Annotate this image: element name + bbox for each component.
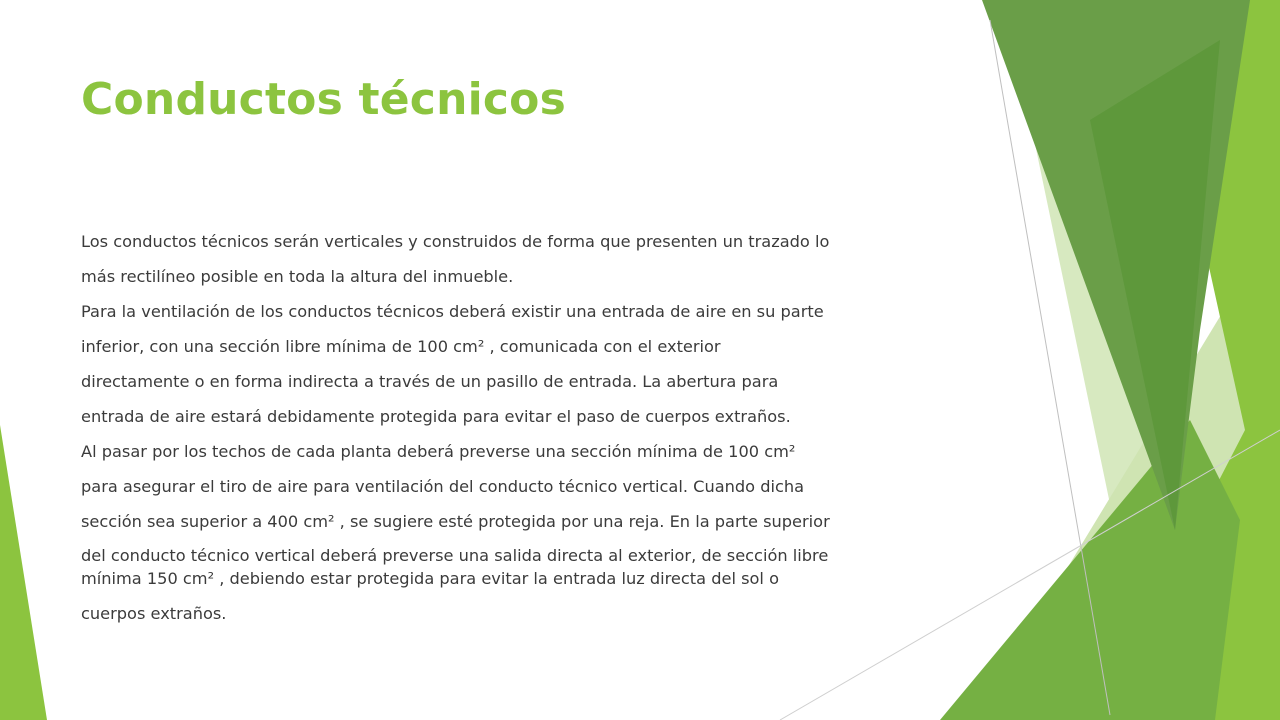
body-line: mínima 150 cm² , debiendo estar protegida para evitar la entrada luz directa del sol o [81, 569, 779, 588]
body-line: para asegurar el tiro de aire para ventilación del conducto técnico vertical. Cuando dicha [81, 477, 805, 496]
body-line: directamente o en forma indirecta a través de un pasillo de entrada. La abertura para [81, 372, 779, 391]
body-line: más rectilíneo posible en toda la altura del inmueble. [81, 267, 514, 286]
slide-title: Conductos técnicos [81, 74, 566, 125]
body-line: sección sea superior a 400 cm² , se sugiere esté protegida por una reja. En la parte superior [81, 512, 830, 531]
medium-green-wedge [940, 420, 1240, 720]
body-line: entrada de aire estará debidamente protegida para evitar el paso de cuerpos extraños. [81, 407, 791, 426]
left-accent-triangle [0, 425, 47, 720]
body-line: Al pasar por los techos de cada planta deberá preverse una sección mínima de 100 cm² [81, 442, 796, 461]
body-line: inferior, con una sección libre mínima de 100 cm² , comunicada con el exterior [81, 337, 721, 356]
body-line: cuerpos extraños. [81, 604, 227, 623]
body-line: Para la ventilación de los conductos técnicos deberá existir una entrada de aire en su parte [81, 302, 824, 321]
body-line: Los conductos técnicos serán verticales y construidos de forma que presenten un trazado lo [81, 232, 830, 251]
body-line: del conducto técnico vertical deberá preverse una salida directa al exterior, de sección libre [81, 546, 829, 565]
